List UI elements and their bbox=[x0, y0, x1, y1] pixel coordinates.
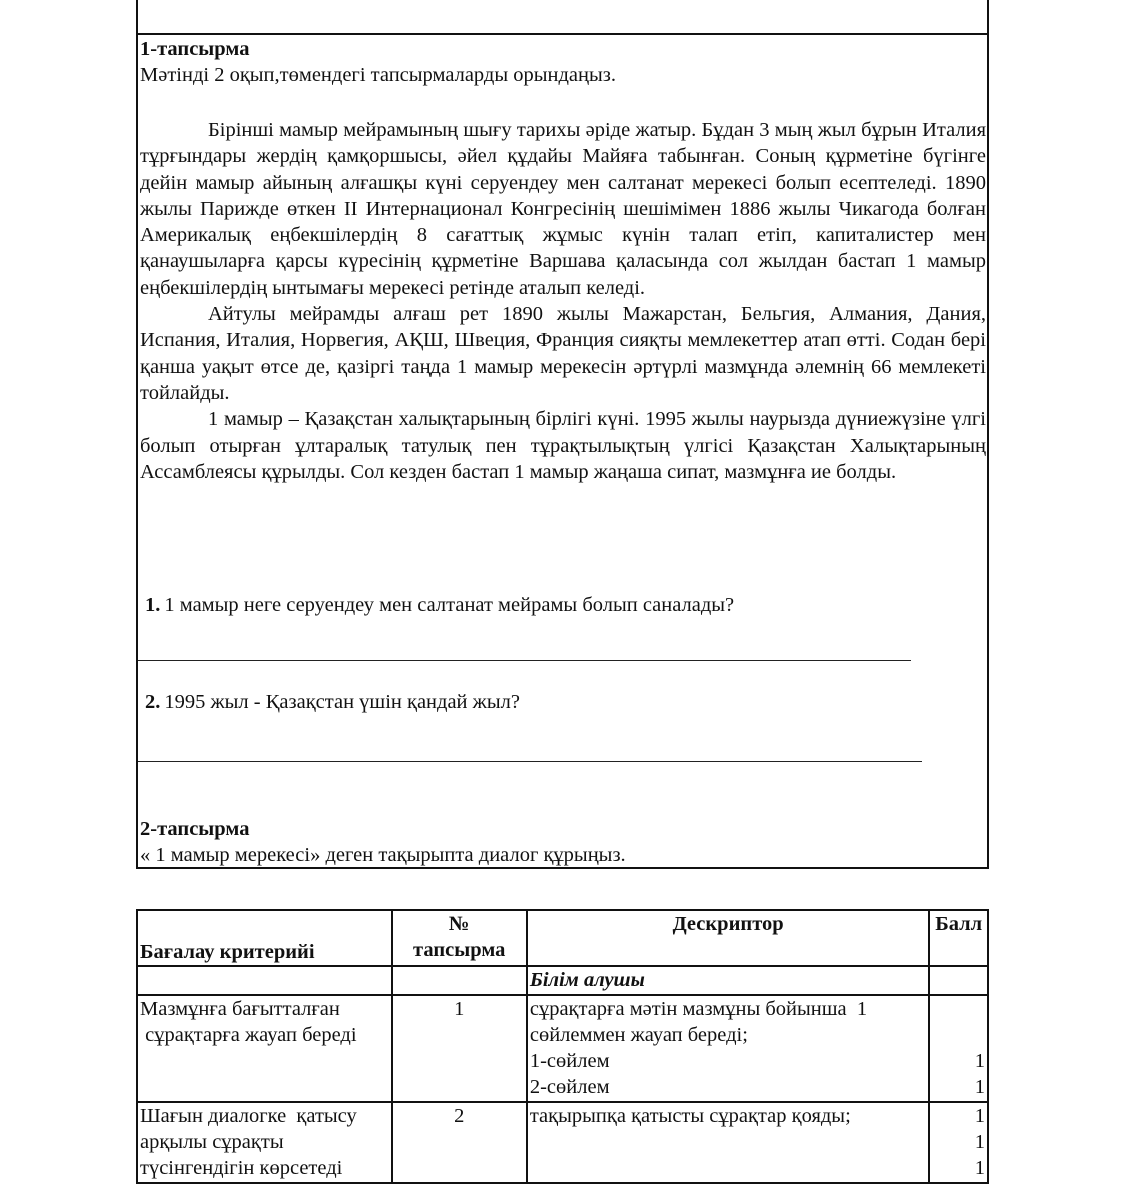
score-cell: 1 1 bbox=[929, 995, 988, 1102]
question-2 bbox=[145, 691, 520, 714]
question-number: 1. bbox=[145, 594, 161, 616]
task1-title: 1-тапсырма bbox=[140, 38, 250, 60]
task2-instruction: « 1 мамыр мерекесі» деген тақырыпта диалог құрыңыз. bbox=[140, 844, 626, 867]
task1-instruction: Мәтінді 2 оқып,төмендегі тапсырмаларды орындаңыз. bbox=[140, 64, 616, 87]
frame-top-cell bbox=[138, 0, 987, 35]
header-task-number: № тапсырма bbox=[392, 910, 527, 966]
criteria-cell: Мазмұнға бағытталған сұрақтарға жауап береді bbox=[137, 995, 392, 1102]
task-number-cell: 1 bbox=[392, 995, 527, 1102]
table-header-row bbox=[137, 910, 988, 966]
answer-line-1[interactable] bbox=[138, 660, 911, 661]
question-text: 1 мамыр неге серуендеу мен салтанат мейрамы болып саналады? bbox=[164, 594, 735, 616]
table-row bbox=[137, 1102, 988, 1183]
score-cell: 1 1 1 bbox=[929, 1102, 988, 1183]
header-descriptor: Дескриптор bbox=[527, 910, 930, 966]
header-criteria: Бағалау критерийі bbox=[137, 910, 392, 966]
header-score: Балл bbox=[929, 910, 988, 966]
answer-line-2[interactable] bbox=[138, 761, 922, 762]
task2-title: 2-тапсырма bbox=[140, 818, 250, 840]
task1-text bbox=[140, 117, 986, 485]
task2-header bbox=[140, 816, 986, 869]
task-number-cell: 2 bbox=[392, 1102, 527, 1183]
table-subheader-row bbox=[137, 966, 988, 994]
text-paragraph-1: Бірінші мамыр мейрамының шығу тарихы әріде жатыр. Бұдан 3 мың жыл бұрын Италия тұрғындары жердің қамқоршысы, әйел құдайы Майяға табынған. Соның құрметіне бүгінге дейін мамыр айының алғашқы күні серуендеу мен салтанат мерекесі болып есептеледі. 1890 жылы Парижде өткен II Интернационал Конгресінің шешімімен 1886 жылы Чикагода болған Америкалық еңбекшілердің 8 сағаттық жұмыс күнін талап етіп, капиталистер мен қанаушыларға қарсы күресінің құрметіне Варшава қаласында сол жылдан бастап 1 мамыр еңбекшілердің ынтымағы мерекесі ретінде аталып келеді. bbox=[140, 119, 986, 299]
text-paragraph-3: 1 мамыр – Қазақстан халықтарының бірлігі күні. 1995 жылы наурызда дүниежүзіне үлгі болып отырған ұлтаралық татулық пен тұрақтылықтың үлгісі Қазақстан Халықтарының Ассамблеясы құрылды. Сол кезден бастап 1 мамыр жаңаша сипат, мазмұнға ие болды. bbox=[140, 408, 986, 483]
descriptor-cell: сұрақтарға мәтін мазмұны бойынша 1 сөйлеммен жауап береді; 1-сөйлем 2-сөйлем bbox=[527, 995, 930, 1102]
subheader-learner: Білім алушы bbox=[527, 966, 930, 994]
assessment-table bbox=[136, 909, 989, 1184]
descriptor-cell: тақырыпқа қатысты сұрақтар қояды; bbox=[527, 1102, 930, 1183]
question-1 bbox=[145, 594, 734, 617]
table-row bbox=[137, 995, 988, 1102]
task1-header bbox=[140, 36, 986, 89]
question-number: 2. bbox=[145, 691, 161, 713]
question-text: 1995 жыл - Қазақстан үшін қандай жыл? bbox=[164, 691, 520, 713]
text-paragraph-2: Айтулы мейрамды алғаш рет 1890 жылы Мажарстан, Бельгия, Алмания, Дания, Испания, Италия, Норвегия, АҚШ, Швеция, Франция сияқты мемлекеттер атап өтті. Содан бері қанша уақыт өтсе де, қазіргі таңда 1 мамыр мерекесін әртүрлі мазмұнда әлемнің 66 мемлекеті тойлайды. bbox=[140, 303, 986, 404]
criteria-cell: Шағын диалогке қатысу арқылы сұрақты түсінгендігін көрсетеді bbox=[137, 1102, 392, 1183]
